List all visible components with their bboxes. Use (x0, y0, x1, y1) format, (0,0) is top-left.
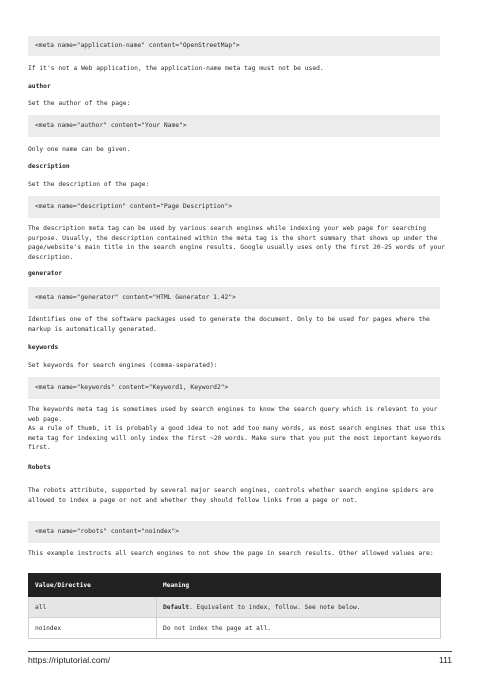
paragraph: Set the author of the page: (28, 100, 131, 107)
code-line: <meta name="robots" content="noindex"> (35, 528, 180, 536)
paragraph: The robots attribute, supported by several major search engines, controls whether search engine spiders are allowed to index a page or not and whether they should follow links from a page or not. (28, 487, 434, 504)
section-heading-keywords: keywords (28, 344, 59, 351)
code-line: <meta name="application-name" content="OpenStreetMap"> (35, 42, 240, 50)
meaning-text: . Equivalent to index, follow. See note below. (189, 603, 361, 611)
paragraph: This example instructs all search engines to not show the page in search results. Other allowed values are: (28, 550, 434, 557)
section-heading-robots: Robots (28, 464, 51, 471)
section-heading-generator: generator (28, 270, 63, 277)
code-block-description (28, 196, 440, 218)
code-line: <meta name="author" content="Your Name"> (35, 122, 187, 130)
code-block-application-name (28, 36, 440, 56)
paragraph: As a rule of thumb, it is probably a good idea to not add too many words, as most search engines that use this meta tag for indexing will only index the first ~20 words. Make sure that you put the most important keywords first. (28, 425, 446, 452)
paragraph: Only one name can be given. (28, 146, 131, 153)
code-line: <meta name="keywords" content="Keyword1, Keyword2"> (35, 384, 229, 392)
table-header-cell: Meaning (157, 574, 441, 597)
table-cell-value: noindex (29, 618, 157, 639)
bold-term: Default (163, 603, 190, 611)
section-heading-description: description (28, 163, 70, 170)
code-block-keywords (28, 377, 440, 399)
table-header-row (29, 574, 441, 597)
table-cell-meaning (157, 618, 441, 639)
table-cell-meaning (157, 597, 441, 618)
table-row (29, 618, 441, 639)
paragraph: If it's not a Web application, the application-name meta tag must not be used. (28, 65, 324, 72)
table-header-cell: Value/Directive (29, 574, 157, 597)
paragraph: The description meta tag can be used by various search engines while indexing your web page for searching purpose. Usually, the description contained within the meta tag is the short summary that shows up under the page/website's main title in the search engine results. Google usually uses only the first 20-25 words of your description. (28, 225, 446, 261)
paragraph: The keywords meta tag is sometimes used by search engines to know the search query which is relevant to your web page. (28, 406, 438, 423)
section-heading-author: author (28, 83, 51, 90)
table-cell-value: all (29, 597, 157, 618)
robots-values-table (28, 573, 441, 639)
code-line: <meta name="generator" content="HTML Generator 1.42"> (35, 294, 236, 302)
footer-divider (28, 651, 452, 652)
code-block-author (28, 115, 440, 137)
page-number: 111 (438, 655, 452, 665)
meaning-text: Do not index the page at all. (163, 624, 272, 632)
table-row (29, 597, 441, 618)
code-line: <meta name="description" content="Page Description"> (35, 203, 233, 211)
paragraph: Set keywords for search engines (comma-separated): (28, 362, 218, 369)
footer-url: https://riptutorial.com/ (28, 655, 111, 665)
paragraph: Set the description of the page: (28, 181, 150, 188)
paragraph: Identifies one of the software packages used to generate the document. Only to be used for pages where the markup is automatically generated. (28, 316, 430, 333)
code-block-generator (28, 287, 440, 309)
code-block-robots (28, 521, 440, 543)
